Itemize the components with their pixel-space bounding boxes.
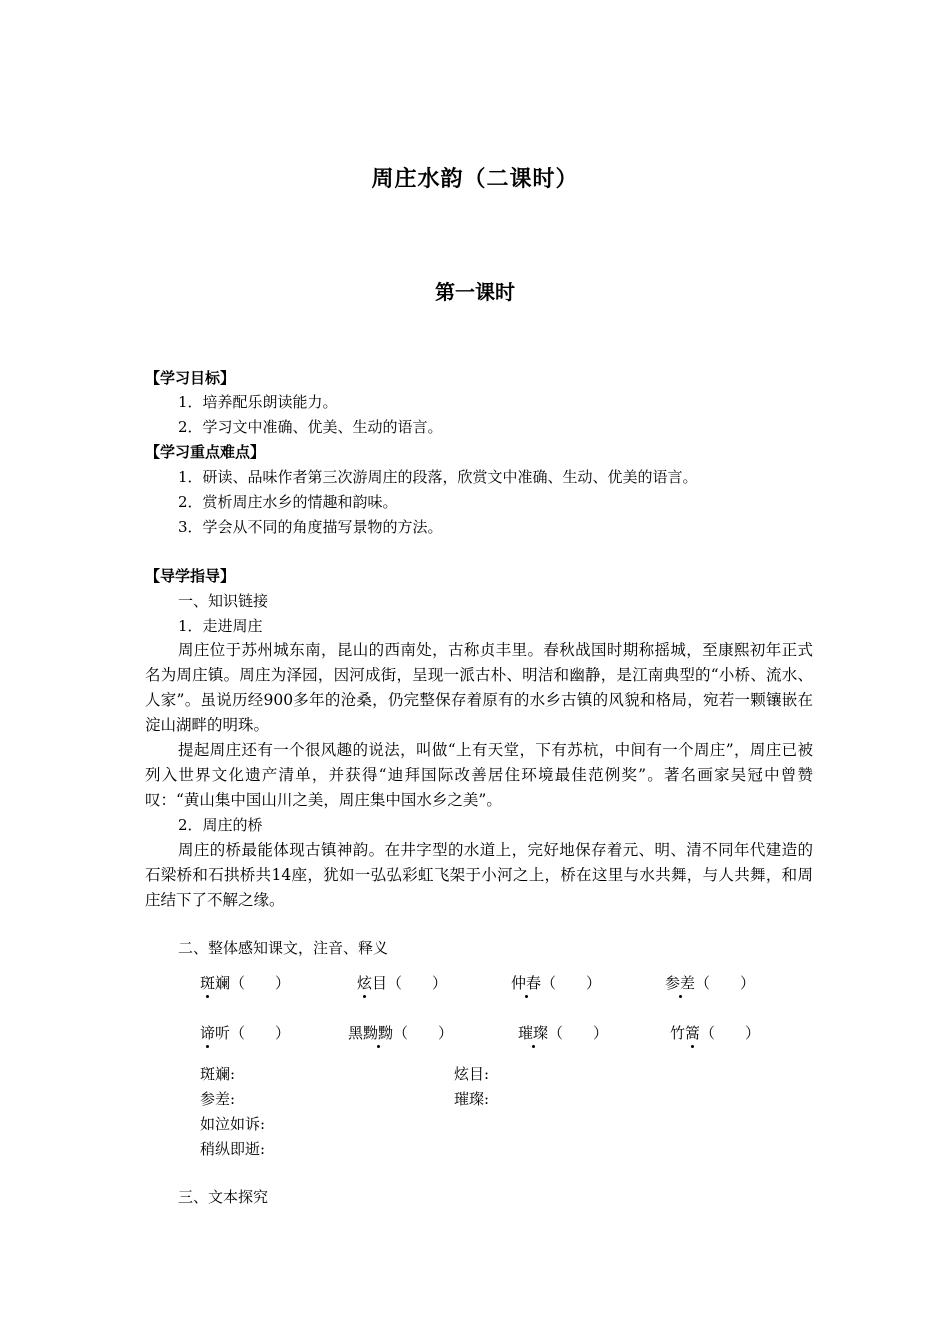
objective-item: 1．培养配乐朗读能力。 xyxy=(178,393,338,411)
paragraph: 周庄位于苏州城东南，昆山的西南处，古称贞丰里。春秋战国时期称摇城，至康熙初年正式名为周庄镇。周庄为泽园，因河成街，呈现一派古朴、明洁和幽静，是江南典型的“小桥、流水、人家”。虽说历经900多年的沧桑，仍完整保存着原有的水乡古镇的风貌和格局，宛若一颗镶嵌在淀山湖畔的明珠。 xyxy=(145,641,813,734)
pinyin-word: 炫目（ ） xyxy=(357,974,448,992)
guide-heading: 【导学指导】 xyxy=(145,567,236,585)
key-point-item: 3．学会从不同的角度描写景物的方法。 xyxy=(178,518,443,536)
objective-item: 2．学习文中准确、优美、生动的语言。 xyxy=(178,418,443,436)
definition-label: 璀璨: xyxy=(454,1090,490,1108)
pinyin-word: 璀璨（ ） xyxy=(518,1024,609,1042)
objectives-heading: 【学习目标】 xyxy=(145,369,236,387)
subsection-heading: 1．走进周庄 xyxy=(178,617,263,635)
definition-label: 如泣如诉: xyxy=(200,1115,266,1133)
pinyin-word: 竹篙（ ） xyxy=(670,1024,761,1042)
paragraph: 提起周庄还有一个很风趣的说法，叫做“上有天堂，下有苏杭，中间有一个周庄”，周庄已被列入世界文化遗产清单，并获得“迪拜国际改善居住环境最佳范例奖”。著名画家吴冠中曾赞叹：“黄山集中国山川之美，周庄集中国水乡之美”。 xyxy=(145,741,813,809)
section-heading: 三、文本探究 xyxy=(178,1188,269,1206)
subsection-heading: 2．周庄的桥 xyxy=(178,816,263,834)
definition-label: 炫目: xyxy=(454,1065,490,1083)
pinyin-word: 仲春（ ） xyxy=(511,974,602,992)
section-heading: 一、知识链接 xyxy=(178,592,269,610)
pinyin-word: 黑黝黝（ ） xyxy=(348,1024,454,1042)
definition-label: 稍纵即逝: xyxy=(200,1140,266,1158)
lesson-subtitle: 第一课时 xyxy=(435,280,515,304)
definition-label: 参差: xyxy=(200,1090,236,1108)
key-point-item: 2．赏析周庄水乡的情趣和韵味。 xyxy=(178,493,398,511)
section-heading: 二、整体感知课文，注音、释义 xyxy=(178,939,389,957)
paragraph: 周庄的桥最能体现古镇神韵。在井字型的水道上，完好地保存着元、明、清不同年代建造的石梁桥和石拱桥共14座，犹如一弘弘彩虹飞架于小河之上，桥在这里与水共舞，与人共舞，和周庄结下了不解之缘。 xyxy=(145,841,813,909)
key-points-heading: 【学习重点难点】 xyxy=(145,443,266,461)
pinyin-word: 谛听（ ） xyxy=(200,1024,291,1042)
pinyin-word: 参差（ ） xyxy=(665,974,756,992)
document-title: 周庄水韵（二课时） xyxy=(371,167,579,192)
definition-label: 斑斓: xyxy=(200,1065,236,1083)
key-point-item: 1．研读、品味作者第三次游周庄的段落，欣赏文中准确、生动、优美的语言。 xyxy=(178,468,698,486)
pinyin-word: 斑斓（ ） xyxy=(200,974,291,992)
